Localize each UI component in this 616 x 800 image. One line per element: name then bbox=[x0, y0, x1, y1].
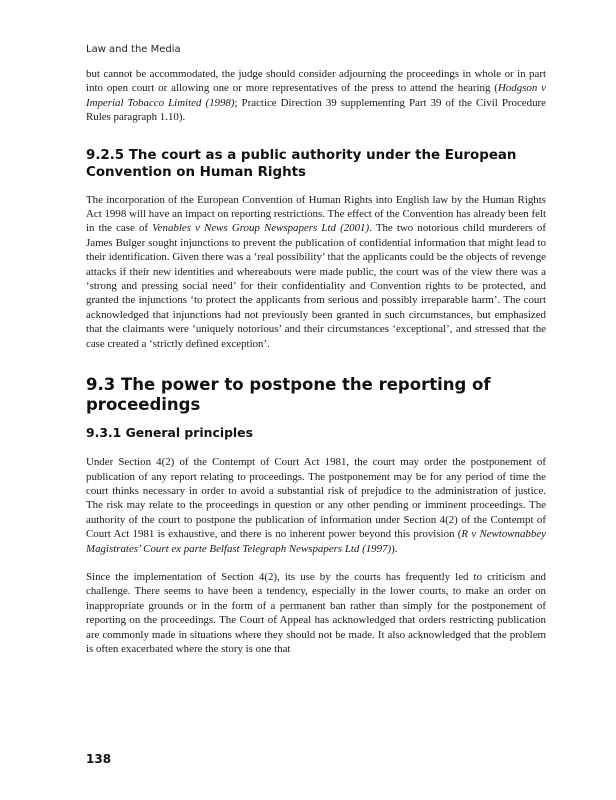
page-number: 138 bbox=[86, 752, 112, 766]
case-citation: R v Newtownabbey Magistrates’ Court ex parte Belfast Telegraph Newspapers Ltd (1997) bbox=[86, 528, 546, 555]
paragraph-venables bbox=[86, 193, 546, 351]
text-run: ; Practice Direction 39 supplementing Part 39 of the Civil Procedure Rules paragraph 1.10). bbox=[86, 96, 546, 124]
section-heading-9-3: 9.3 The power to postpone the reporting of proceedings bbox=[86, 375, 491, 415]
running-head: Law and the Media bbox=[86, 44, 181, 55]
case-citation: Hodgson v Imperial Tobacco Limited (1998) bbox=[86, 82, 546, 109]
paragraph-criticism: Since the implementation of Section 4(2), its use by the courts has frequently led to criticism and challenge. There seems to have been a tendency, especially in the lower courts, to make an order on inappropriate grounds or in the form of a permanent ban rather than simply for the postponement of reporting on the proceedings. The Court of Appeal has acknowledged that orders restricting publication are commonly made in situations where they should not be made. It also acknowledged that the problem is often exacerbated where the story is one that bbox=[86, 570, 546, 655]
section-heading-9-3-1: 9.3.1 General principles bbox=[86, 425, 253, 441]
text-run: The incorporation of the European Convention of Human Rights into English law by the Human Rights Act 1998 will have an impact on reporting restrictions. The effect of the Convention has already been felt in the case of bbox=[86, 193, 546, 235]
section-heading-9-2-5: 9.2.5 The court as a public authority under the European Convention on Human Rights bbox=[86, 147, 517, 180]
text-run: but cannot be accommodated, the judge should consider adjourning the proceedings in whole or in part into open court or allowing one or more representatives of the press to attend the hearing ( bbox=[86, 68, 546, 95]
text-run: Under Section 4(2) of the Contempt of Court Act 1981, the court may order the postponement of publication of any report relating to proceedings. The postponement may be for any period of time the court thinks necessary in order to avoid a substantial risk of prejudice to the administration of justice. The risk may relate to the proceedings in question or any other pending or imminent proceedings. The authority of the court to postpone the publication of information under Section 4(2) of the Contempt of Court Act 1981 is exhaustive, and there is no inherent power beyond this provision ( bbox=[86, 456, 546, 541]
paragraph-section-4-2 bbox=[86, 455, 546, 556]
page-body bbox=[86, 67, 546, 656]
paragraph-continuation bbox=[86, 67, 546, 125]
text-run: ). bbox=[391, 542, 398, 555]
case-citation: Venables v News Group Newspapers Ltd (2001) bbox=[152, 222, 370, 235]
text-run: . The two notorious child murderers of James Bulger sought injunctions to prevent the publication of confidential information that might lead to their identification. Given there was a ‘real possibility’ that the applicants could be the objects of revenge attacks if their new identities and whereabouts were made public, the court was of the view there was a ‘strong and pressing social need’ for their confidentiality and Convention rights to be protected, and granted the injunctions ‘to protect the applicants from serious and possibly irreparable harm’. The court acknowledged that injunctions had not previously been granted in such circumstances, but emphasized that the claimants were ‘uniquely notorious’ and their circumstances ‘exceptional’, and stressed that the case created a ‘strictly defined exception’. bbox=[86, 222, 546, 350]
